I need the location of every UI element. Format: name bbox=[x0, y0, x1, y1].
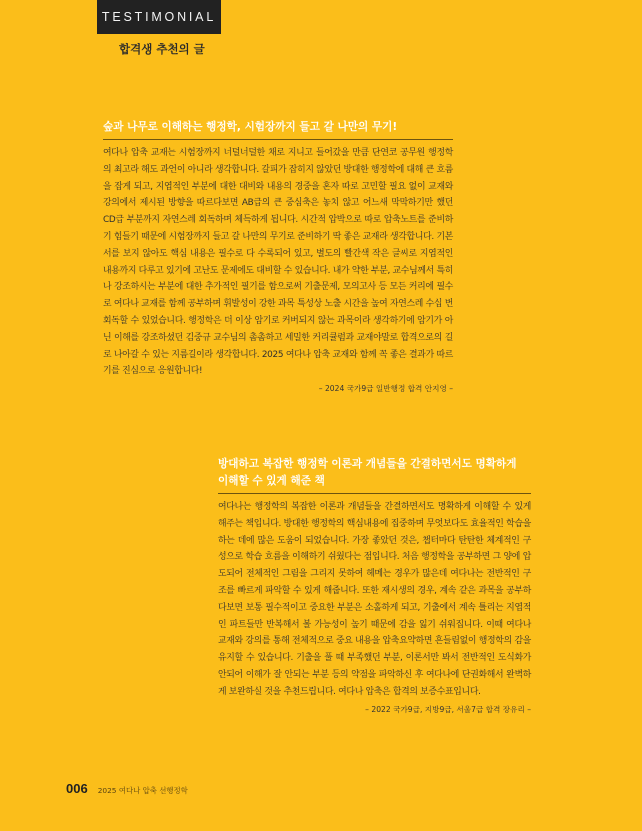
testimonial-tab bbox=[97, 0, 221, 34]
testimonial-2-heading-line1: 방대하고 복잡한 행정학 이론과 개념들을 간결하면서도 명확하게 bbox=[218, 458, 517, 470]
footer-book-title: 2025 여다나 압축 선행정학 bbox=[97, 786, 188, 795]
page-footer bbox=[66, 781, 188, 796]
testimonial-2-heading bbox=[218, 456, 531, 494]
testimonial-1-body: 여다나 압축 교재는 시험장까지 너덜너덜한 채로 지니고 들어갔을 만큼 단연코 공무원 행정학의 최고라 해도 과언이 아니라 생각합니다. 갈피가 잡히지 않았던 방대한 행정학에 대해 큰 흐름을 잡게 되고, 지엽적인 부분에 대한 대비와 내용의 경중을 혼자 따로 고민할 필요 없이 교재와 강의에서 제시된 방향을 따르다보면 AB급의 큰 중심축은 놓치 않고 어느새 막막하기만 했던 CD급 부분까지 자연스레 회독하며 체득하게 됩니다. 시간적 압박으로 따로 압축노트를 준비하기 힘들기 때문에 시험장까지 들고 갈 나만의 무기로 준비하기 딱 좋은 교재라 생각합니다. 기본서를 보지 않아도 핵심 내용은 필수로 다 수록되어 있고, 별도의 빨간색 작은 글씨로 지엽적인 내용까지 다루고 있기에 고난도 문제에도 대비할 수 있습니다. 내가 약한 부분, 교수님께서 특히나 강조하시는 부분에 대한 추가적인 필기를 함으로써 기출문제, 모의고사 등 모든 커리에 필수로 여다나 교재를 함께 공부하며 휘발성이 강한 과목 특성상 노출 시간을 높여 자연스레 수십 번 회독할 수 있었습니다. 행정학은 더 이상 암기로 커버되지 않는 과목이라 생각하기에 암기가 아닌 이해를 강조하셨던 김중규 교수님의 촘촘하고 세밀한 커리큘럼과 교재야말로 합격으로의 길로 나아갈 수 있는 지름길이라 생각합니다. 2025 여다나 압축 교재와 함께 꼭 좋은 결과가 따르기를 진심으로 응원합니다! bbox=[103, 148, 453, 377]
testimonial-2-heading-line2: 이해할 수 있게 해준 책 bbox=[218, 475, 325, 487]
testimonial-1 bbox=[103, 119, 453, 394]
testimonial-2 bbox=[218, 456, 531, 715]
testimonial-1-signature: – 2024 국가9급 일반행정 합격 안지영 – bbox=[318, 384, 453, 394]
section-subtitle: 합격생 추천의 글 bbox=[119, 42, 205, 56]
testimonial-2-body: 여다나는 행정학의 복잡한 이론과 개념들을 간결하면서도 명확하게 이해할 수 있게 해주는 책입니다. 방대한 행정학의 핵심내용에 집중하며 무엇보다도 효율적인 학습을 하는 데에 많은 도움이 되었습니다. 가장 좋았던 것은, 챕터마다 탄탄한 체계적인 구성으로 학습 흐름을 이해하기 쉬웠다는 점입니다. 처음 행정학을 공부하면 그 양에 압도되어 전체적인 그림을 그리지 못하여 헤메는 경우가 많은데 여다나는 전반적인 구조를 빠르게 파악할 수 있게 해줍니다. 또한 재시생의 경우, 계속 같은 과목을 공부하다보면 보통 필수적이고 중요한 부분은 소홀하게 되고, 기출에서 계속 틀리는 지엽적인 파트들만 반복해서 볼 가능성이 높기 때문에 감을 잃기 쉬워집니다. 이때 여다나 교재와 강의를 통해 전체적으로 중요 내용을 압축요약하면 흔들림없이 행정학의 감을 유지할 수 있습니다. 기출을 풀 때 부족했던 부분, 이론서만 봐서 전반적인 도식화가 안되어 이해가 잘 안되는 부분 등의 약점을 파악하신 후 여다나에 단권화해서 완벽하게 보완하실 것을 추천드립니다. 여다나 압축은 합격의 보증수표입니다. bbox=[218, 502, 531, 697]
page-number: 006 bbox=[66, 781, 88, 796]
testimonial-2-signature: – 2022 국가9급, 지방9급, 서울7급 합격 장유리 – bbox=[365, 704, 531, 714]
testimonial-1-heading: 숲과 나무로 이해하는 행정학, 시험장까지 들고 갈 나만의 무기! bbox=[103, 119, 453, 140]
testimonial-tab-label: TESTIMONIAL bbox=[101, 10, 217, 24]
